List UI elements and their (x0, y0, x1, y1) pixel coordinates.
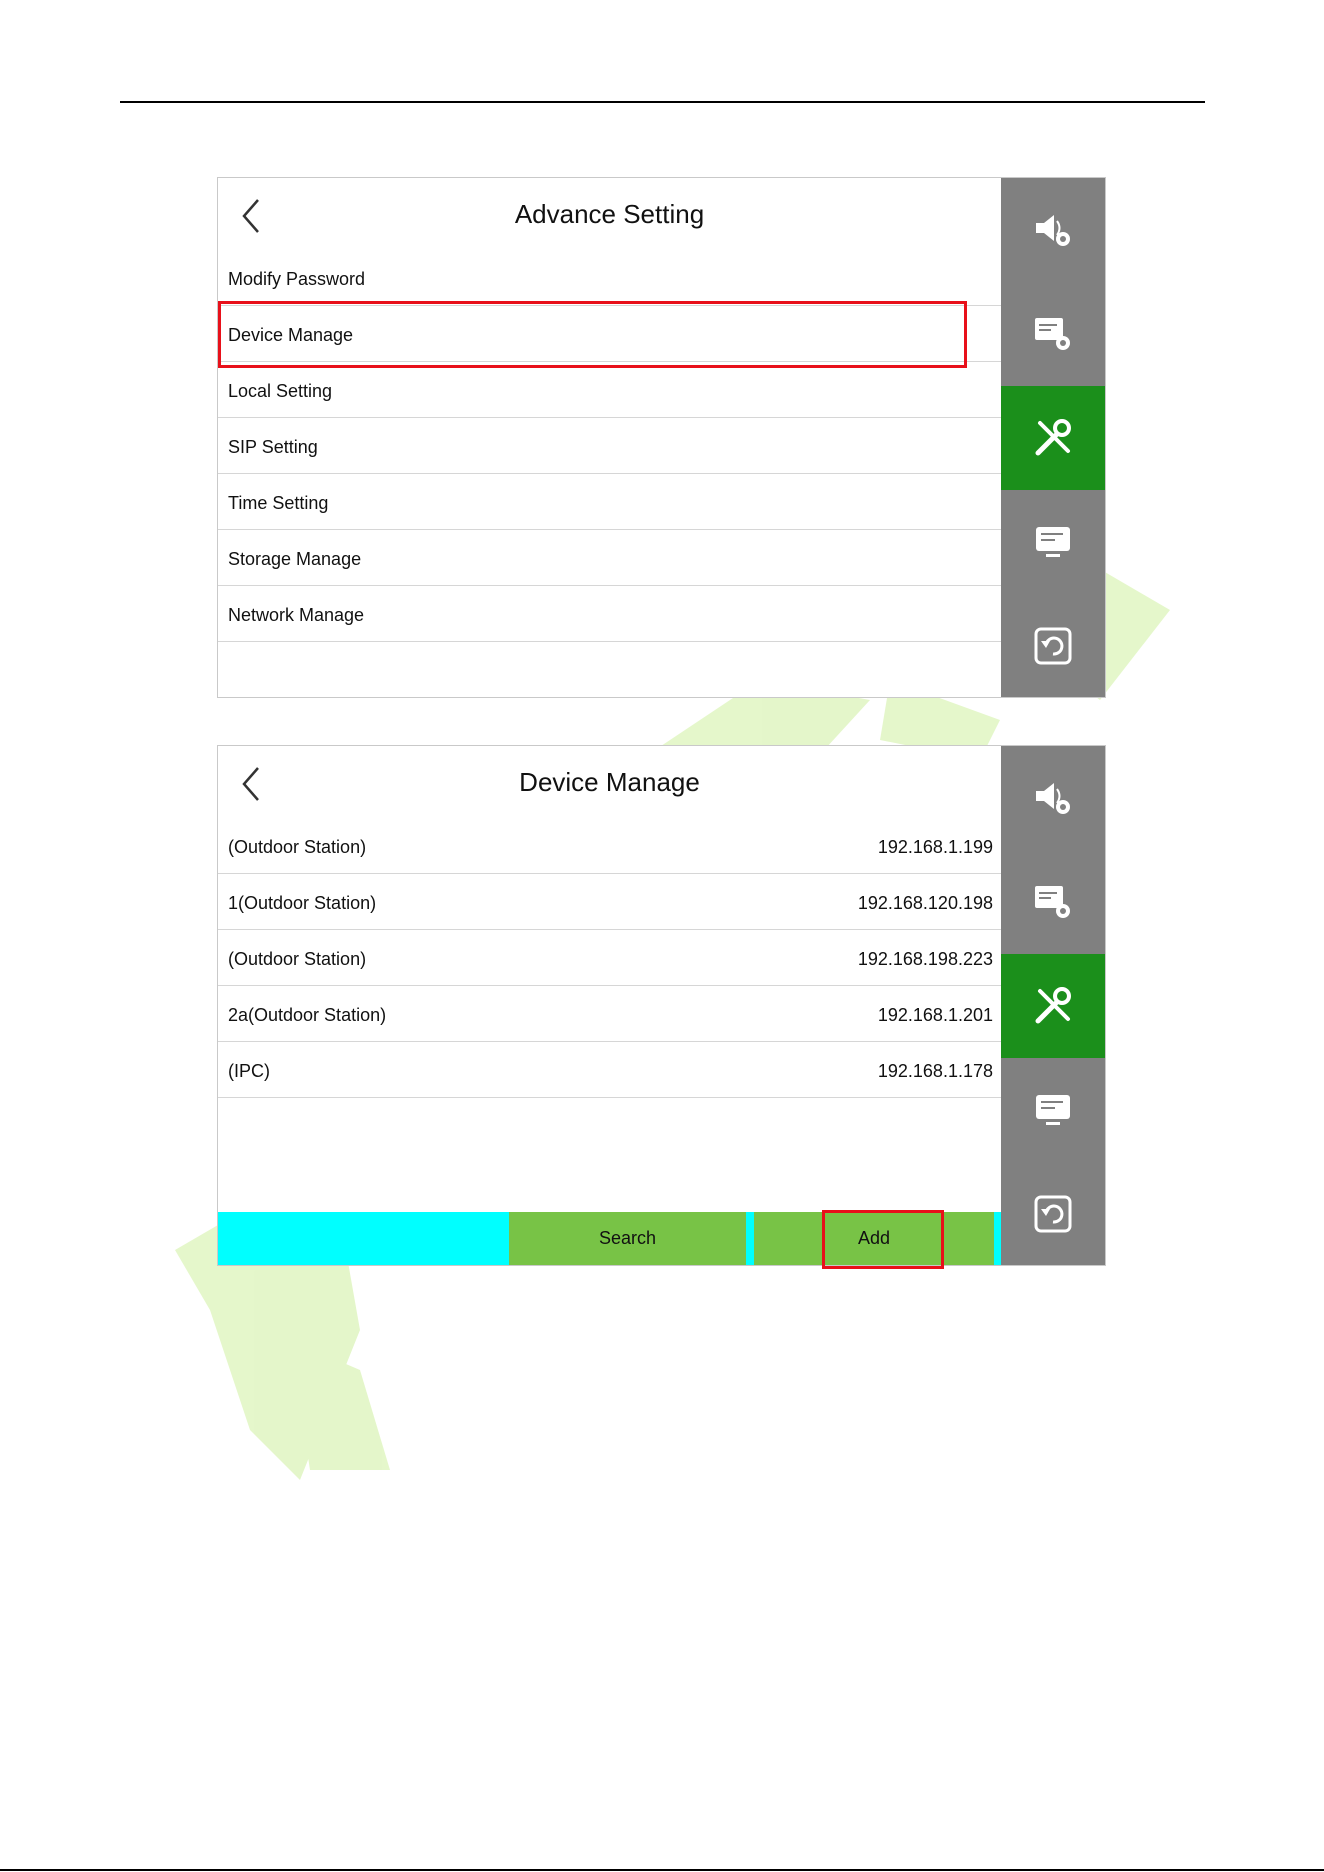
menu-item-network-manage[interactable] (218, 586, 1001, 642)
menu-item-empty (218, 642, 1001, 698)
device-manage-content (218, 746, 1001, 1265)
sidebar-item-sound[interactable] (1001, 746, 1105, 850)
tools-icon (1032, 417, 1074, 459)
page-title: Advance Setting (514, 199, 705, 229)
sidebar-item-restore[interactable] (1001, 594, 1105, 698)
device-row[interactable] (218, 874, 1001, 930)
sidebar-item-messages[interactable] (1001, 490, 1105, 594)
menu-item-label: Network Manage (228, 605, 365, 625)
search-button[interactable]: Search (509, 1212, 746, 1265)
sidebar (1001, 746, 1105, 1265)
device-row[interactable] (218, 930, 1001, 986)
advance-setting-screen (217, 177, 1106, 698)
sidebar-item-display[interactable] (1001, 282, 1105, 386)
menu-item-label: Device Manage (228, 325, 354, 345)
restore-icon (1032, 1193, 1074, 1235)
device-ip: 192.168.198.223 (857, 949, 993, 969)
menu-item-local-setting[interactable] (218, 362, 1001, 418)
device-name: 1(Outdoor Station) (228, 893, 377, 913)
monitor-settings-icon (1032, 313, 1074, 355)
menu-item-label: Modify Password (228, 269, 366, 289)
menu-item-modify-password[interactable] (218, 250, 1001, 306)
speaker-settings-icon (1032, 209, 1074, 251)
action-bar (218, 1212, 1001, 1265)
sidebar-item-sound[interactable] (1001, 178, 1105, 282)
device-row[interactable] (218, 818, 1001, 874)
device-row[interactable] (218, 986, 1001, 1042)
device-row[interactable] (218, 1042, 1001, 1098)
device-name: 2a(Outdoor Station) (228, 1005, 387, 1025)
device-ip: 192.168.1.178 (877, 1061, 993, 1081)
menu-item-label: Time Setting (228, 493, 329, 513)
device-name: (IPC) (228, 1061, 270, 1081)
menu-item-device-manage[interactable] (218, 306, 1001, 362)
device-ip: 192.168.1.201 (877, 1005, 993, 1025)
message-icon (1032, 1089, 1074, 1131)
sidebar-item-advanced[interactable] (1001, 386, 1105, 490)
menu-item-label: Storage Manage (228, 549, 362, 569)
monitor-settings-icon (1032, 881, 1074, 923)
add-button[interactable]: Add (754, 1212, 994, 1265)
speaker-settings-icon (1032, 777, 1074, 819)
sidebar-item-restore[interactable] (1001, 1162, 1105, 1266)
restore-icon (1032, 625, 1074, 667)
sidebar-item-messages[interactable] (1001, 1058, 1105, 1162)
sidebar-item-advanced[interactable] (1001, 954, 1105, 1058)
device-name: (Outdoor Station) (228, 949, 367, 969)
device-ip: 192.168.1.199 (877, 837, 993, 857)
device-manage-screen (217, 745, 1106, 1266)
menu-item-storage-manage[interactable] (218, 530, 1001, 586)
page-footer-rule (0, 1869, 1324, 1871)
tools-icon (1032, 985, 1074, 1027)
menu-item-time-setting[interactable] (218, 474, 1001, 530)
message-icon (1032, 521, 1074, 563)
sidebar (1001, 178, 1105, 697)
advance-setting-content (218, 178, 1001, 697)
sidebar-item-display[interactable] (1001, 850, 1105, 954)
page-title: Device Manage (519, 767, 700, 797)
device-name: (Outdoor Station) (228, 837, 367, 857)
menu-item-sip-setting[interactable] (218, 418, 1001, 474)
device-ip: 192.168.120.198 (857, 893, 993, 913)
menu-item-label: SIP Setting (228, 437, 318, 457)
menu-item-label: Local Setting (228, 381, 333, 401)
